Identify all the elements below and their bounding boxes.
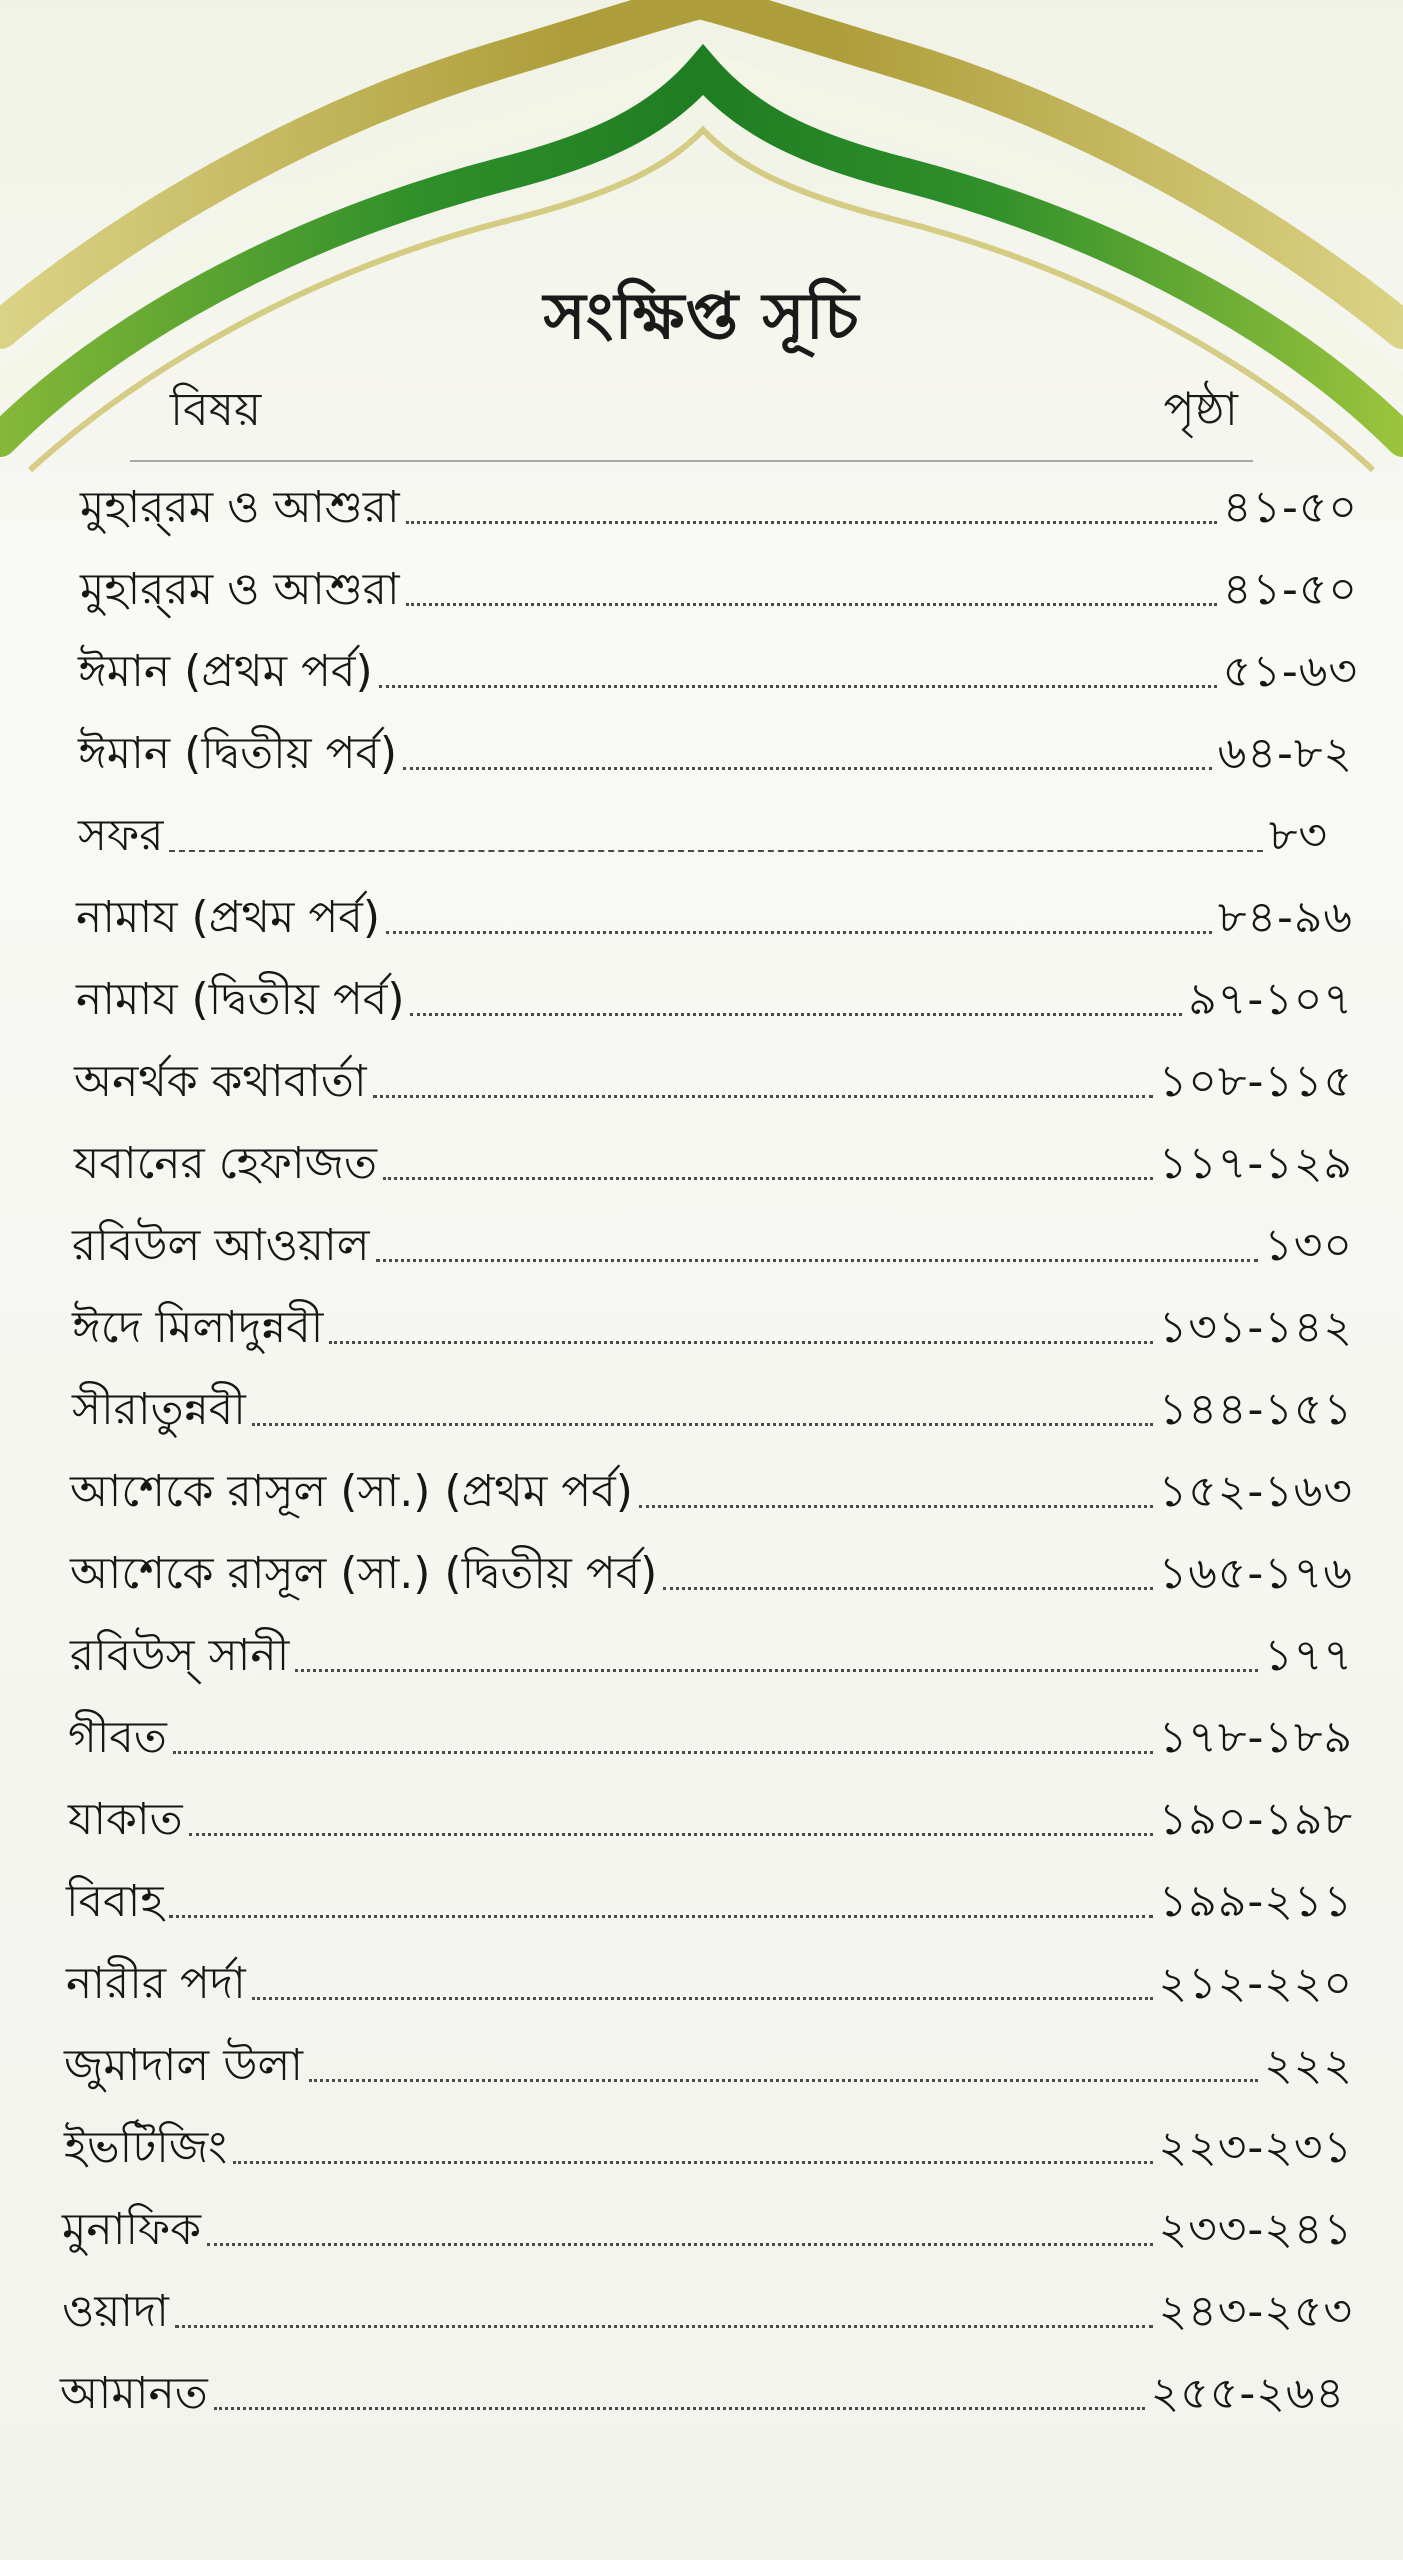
toc-entry-pages: ৫১-৬৩ [1222, 646, 1358, 697]
toc-entry-pages: ২২৩-২৩১ [1158, 2122, 1353, 2173]
toc-entry-pages: ১৩১-১৪২ [1158, 1302, 1353, 1353]
toc-entry-pages: ১১৭-১২৯ [1158, 1138, 1353, 1189]
dot-leader [309, 2079, 1258, 2082]
toc-entry-title: আমানত [60, 2368, 208, 2419]
toc-entry-pages: ১৪৪-১৫১ [1158, 1384, 1353, 1435]
toc-entry-title: ইভটিজিং [64, 2122, 228, 2173]
dot-leader [406, 521, 1217, 524]
toc-entry [80, 540, 1358, 622]
dot-leader [214, 2407, 1145, 2410]
toc-entry [80, 458, 1358, 540]
toc-entry-pages: ১৭৭ [1264, 1630, 1353, 1681]
toc-entry [68, 1688, 1353, 1770]
toc-entry-pages: ২২২ [1264, 2040, 1353, 2091]
toc-entry [62, 2262, 1353, 2344]
toc-entry [74, 1032, 1353, 1114]
toc-entry [64, 2098, 1353, 2180]
toc-entry-pages: ৮৪-৯৬ [1217, 892, 1353, 943]
dot-leader [173, 1751, 1153, 1754]
toc-entry-title: বিবাহ [66, 1876, 164, 1927]
toc-entry [64, 2016, 1353, 2098]
toc-entry-pages: ৮৩ [1268, 810, 1328, 861]
toc-entry-title: যবানের হেফাজত [74, 1138, 377, 1189]
toc-entry-title: ওয়াদা [62, 2286, 169, 2337]
dot-leader [295, 1669, 1258, 1672]
dot-leader [403, 767, 1212, 770]
toc-entry-title: ঈমান (প্রথম পর্ব) [78, 646, 373, 697]
toc-entry [78, 622, 1358, 704]
toc-entry-title: আশেকে রাসূল (সা.) (দ্বিতীয় পর্ব) [70, 1548, 658, 1599]
toc-entry-title: নামায (দ্বিতীয় পর্ব) [76, 974, 405, 1025]
toc-entry-pages: ১৬৫-১৭৬ [1158, 1548, 1353, 1599]
dot-leader [410, 1013, 1182, 1016]
toc-entry [68, 1770, 1353, 1852]
toc-entry-pages: ৪১-৫০ [1222, 564, 1358, 615]
toc-entry [78, 786, 1328, 868]
toc-entry-title: ঈদে মিলাদুন্নবী [72, 1302, 324, 1353]
toc-entry [66, 1852, 1353, 1934]
toc-entry-title: মুহার্‌রম ও আশুরা [80, 564, 400, 615]
toc-entry-title: জুমাদাল উলা [64, 2040, 304, 2091]
toc-entry-title: সফর [78, 810, 164, 861]
toc-entry-pages: ২১২-২২০ [1158, 1958, 1353, 2009]
toc-entry-pages: ১৯০-১৯৮ [1158, 1794, 1353, 1845]
dot-leader [406, 603, 1217, 606]
toc-entry-title: মুহার্‌রম ও আশুরা [80, 482, 400, 533]
subject-column-heading: বিষয় [170, 382, 262, 436]
toc-entry-title: ঈমান (দ্বিতীয় পর্ব) [78, 728, 398, 779]
dot-leader [663, 1587, 1152, 1590]
dash-leader [169, 850, 1262, 852]
dot-leader [252, 1997, 1153, 2000]
toc-entry [60, 2344, 1345, 2426]
toc-entry-pages: ৪১-৫০ [1222, 482, 1358, 533]
dot-leader [189, 1833, 1153, 1836]
toc-entry-title: নারীর পর্দা [66, 1958, 246, 2009]
toc-entry [62, 2180, 1353, 2262]
toc-entry [70, 1606, 1353, 1688]
dot-leader [329, 1341, 1152, 1344]
toc-entry [76, 950, 1353, 1032]
dot-leader [175, 2325, 1153, 2328]
toc-entry-pages: ২৫৫-২৬৪ [1150, 2368, 1345, 2419]
page-column-heading: পৃষ্ঠা [1163, 382, 1238, 436]
toc-entry [70, 1524, 1353, 1606]
toc-entry [78, 704, 1353, 786]
page-title: সংক্ষিপ্ত সূচি [543, 279, 860, 354]
dot-leader [233, 2161, 1152, 2164]
toc-entry-title: সীরাতুন্নবী [72, 1384, 246, 1435]
toc-entry-pages: ৬৪-৮২ [1217, 728, 1353, 779]
toc-entry-pages: ১৭৮-১৮৯ [1158, 1712, 1353, 1763]
toc-entry-title: গীবত [68, 1712, 167, 1763]
toc-entry-title: রবিউস্ সানী [70, 1630, 290, 1681]
toc-entry-title: রবিউল আওয়াল [72, 1220, 370, 1271]
dot-leader [379, 685, 1217, 688]
toc-entry-pages: ১০৮-১১৫ [1158, 1056, 1353, 1107]
dot-leader [252, 1423, 1153, 1426]
toc-entry [72, 1360, 1353, 1442]
toc-entry-title: অনর্থক কথাবার্তা [74, 1056, 367, 1107]
toc-entry [76, 868, 1353, 950]
dot-leader [376, 1259, 1259, 1262]
dot-leader [639, 1505, 1153, 1508]
toc-entry-pages: ১৩০ [1264, 1220, 1353, 1271]
toc-entry [70, 1442, 1353, 1524]
dot-leader [169, 1915, 1152, 1918]
toc-entry [72, 1196, 1353, 1278]
toc-entry [66, 1934, 1353, 2016]
toc-entry-pages: ২৪৩-২৫৩ [1158, 2286, 1353, 2337]
dot-leader [207, 2243, 1153, 2246]
dot-leader [373, 1095, 1153, 1098]
toc-entry-title: যাকাত [68, 1794, 183, 1845]
dot-leader [386, 931, 1212, 934]
toc-entry-pages: ১৫২-১৬৩ [1158, 1466, 1353, 1517]
toc-entry-pages: ১৯৯-২১১ [1158, 1876, 1353, 1927]
dot-leader [383, 1177, 1153, 1180]
toc-entry-title: নামায (প্রথম পর্ব) [76, 892, 380, 943]
toc-entry-pages: ২৩৩-২৪১ [1158, 2204, 1353, 2255]
toc-entry-title: মুনাফিক [62, 2204, 201, 2255]
toc-entry-pages: ৯৭-১০৭ [1188, 974, 1353, 1025]
toc-entry [74, 1114, 1353, 1196]
toc-entry [72, 1278, 1353, 1360]
toc-entry-title: আশেকে রাসূল (সা.) (প্রথম পর্ব) [70, 1466, 633, 1517]
